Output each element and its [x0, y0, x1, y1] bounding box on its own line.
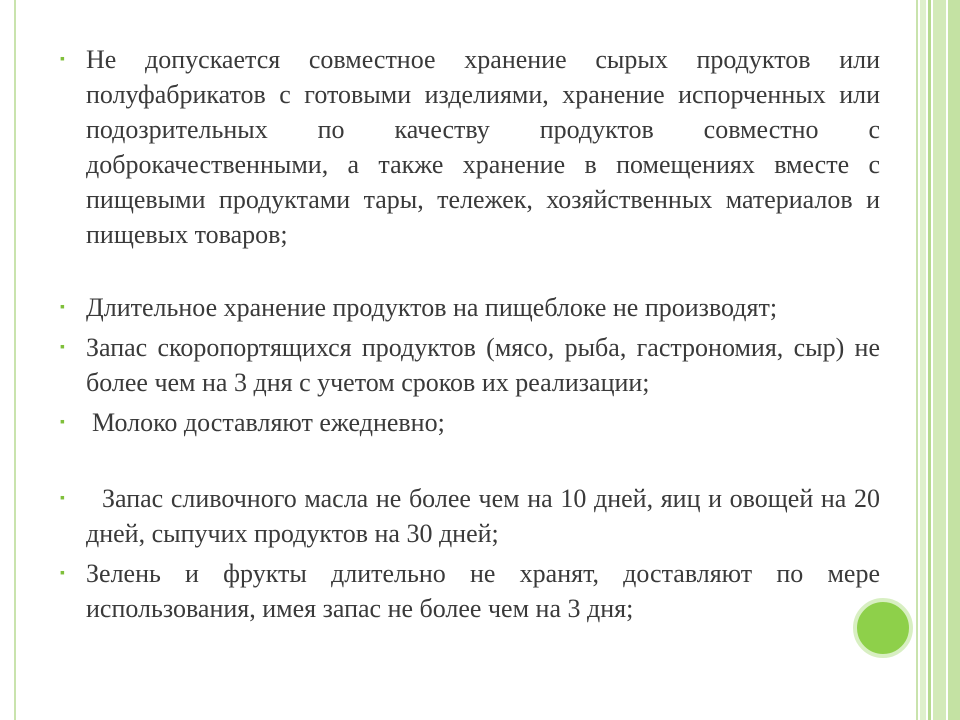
list-item — [58, 290, 880, 325]
list-item-text: Молоко доставляют ежедневно; — [92, 408, 445, 437]
square-bullet-icon: ▪ — [60, 340, 65, 355]
list-item-text: Запас скоропортящихся продуктов (мясо, рыба, гастрономия, сыр) не более чем на 3 дня с учетом сроков их реализации; — [86, 333, 880, 397]
square-bullet-icon: ▪ — [60, 415, 65, 430]
decorative-band — [920, 0, 926, 720]
square-bullet-icon: ▪ — [60, 491, 65, 506]
decorative-band — [933, 0, 946, 720]
decorative-band — [948, 0, 960, 720]
decorative-band — [928, 0, 931, 720]
square-bullet-icon: ▪ — [60, 566, 65, 581]
square-bullet-icon: ▪ — [60, 52, 65, 67]
list-item — [58, 330, 880, 400]
list-item — [58, 405, 880, 440]
list-item — [58, 481, 880, 551]
list-item — [58, 556, 880, 626]
square-bullet-icon: ▪ — [60, 300, 65, 315]
list-item-text: Длительное хранение продуктов на пищеблоке не производят; — [86, 293, 778, 322]
list-item-text: Не допускается совместное хранение сырых продуктов или полуфабрикатов с готовыми изделиями, хранение испорченных или подозрительных по качеству продуктов совместно с доброкачественными, а также хранение в помещениях вместе с пищевыми продуктами тары, тележек, хозяйственных материалов и пищевых товаров; — [86, 45, 880, 249]
list-item-text: Запас сливочного масла не более чем на 10 дней, яиц и овощей на 20 дней, сыпучих продуктов на 30 дней; — [86, 484, 880, 548]
bullet-list — [58, 42, 880, 626]
list-item-text: Зелень и фрукты длительно не хранят, доставляют по мере использования, имея запас не более чем на 3 дня; — [86, 559, 880, 623]
list-item — [58, 42, 880, 252]
green-circle-decoration — [853, 598, 913, 658]
